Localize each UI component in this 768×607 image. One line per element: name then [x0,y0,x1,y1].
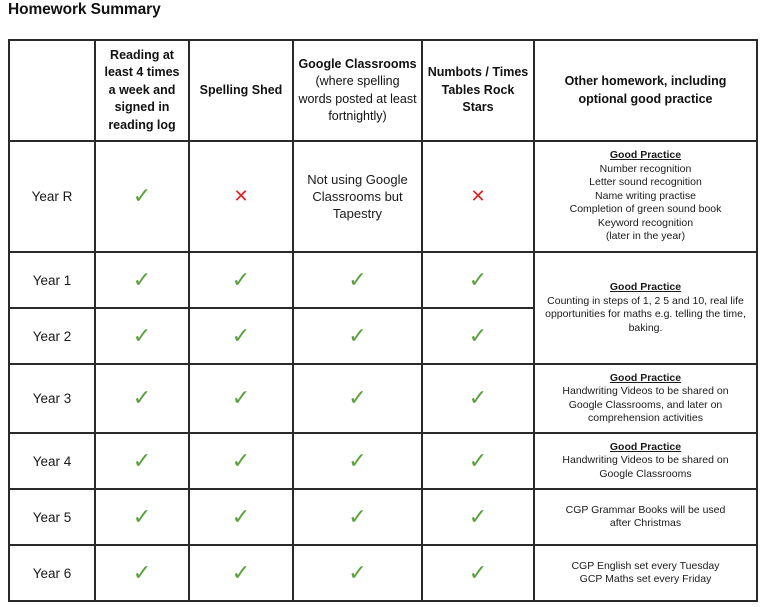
other-line: Keyword recognition [597,216,694,229]
numbots-cell [422,545,534,601]
other-line: Number recognition [599,162,692,175]
checkmark-icon: ✓ [231,322,251,348]
table-row-year-3 [9,364,757,433]
google-cell [293,545,422,601]
spelling-cell [189,545,293,601]
table-row-year-4 [9,433,757,489]
numbots-cell [422,308,534,364]
checkmark-icon: ✓ [132,183,152,208]
table-row-year-5 [9,489,757,545]
google-cell: Not using Google Classrooms but Tapestry [293,141,422,252]
reading-cell [95,364,189,433]
other-homework-cell [534,489,757,545]
checkmark-icon: ✓ [132,385,152,410]
good-practice-heading: Good Practice [609,371,682,384]
checkmark-icon: ✓ [468,385,488,410]
numbots-cell [422,433,534,489]
other-homework-cell-merged [534,252,757,364]
header-reading: Reading at least 4 times a week and signed in reading log [95,40,189,141]
header-numbots: Numbots / Times Tables Rock Stars [422,40,534,141]
checkmark-icon: ✓ [348,322,367,348]
year-label: Year 3 [9,364,95,433]
header-google-main: Google Classrooms [298,56,417,71]
spelling-cell [189,252,293,308]
checkmark-icon: ✓ [132,447,152,473]
checkmark-icon: ✓ [231,385,251,410]
google-cell [293,252,422,308]
table-row-year-6 [9,545,757,601]
homework-summary-table [8,39,758,602]
checkmark-icon: ✓ [468,322,488,348]
header-row [9,40,757,141]
other-line: Counting in steps of 1, 2 5 and 10, real life opportunities for maths e.g. telling the time, baking. [545,294,746,334]
good-practice-heading: Good Practice [609,149,682,162]
header-empty [9,40,95,141]
other-line: (later in the year) [605,230,686,243]
spelling-cell [189,433,293,489]
google-cell [293,308,422,364]
spelling-cell [189,364,293,433]
other-line: Handwriting Videos to be shared on Google Classrooms, and later on comprehension activities [562,385,729,424]
checkmark-icon: ✓ [348,503,367,529]
reading-cell [95,252,189,308]
reading-cell [95,308,189,364]
reading-cell [95,489,189,545]
year-label: Year 2 [9,308,95,364]
other-line: Completion of green sound book [569,203,722,216]
checkmark-icon: ✓ [231,503,251,529]
year-label: Year 5 [9,489,95,545]
other-line: CGP Grammar Books will be used after Christmas [565,503,726,529]
google-cell [293,364,422,433]
table-row-year-r [9,141,757,252]
checkmark-icon: ✓ [132,559,152,585]
year-label: Year 6 [9,545,95,601]
good-practice-heading: Good Practice [609,440,682,453]
checkmark-icon: ✓ [132,503,152,529]
checkmark-icon: ✓ [468,447,488,473]
reading-cell [95,141,189,252]
checkmark-icon: ✓ [468,503,488,529]
cross-icon: ✕ [233,185,249,206]
header-google-classrooms [293,40,422,141]
checkmark-icon: ✓ [132,322,152,348]
reading-cell [95,545,189,601]
checkmark-icon: ✓ [348,385,367,410]
checkmark-icon: ✓ [348,559,367,585]
other-homework-cell [534,545,757,601]
other-line: Name writing practise [595,189,696,202]
other-line: CGP English set every Tuesday [571,559,720,572]
header-spelling-shed: Spelling Shed [189,40,293,141]
cross-icon: ✕ [470,185,486,206]
other-line: GCP Maths set every Friday [579,573,712,585]
other-line: Handwriting Videos to be shared on Google Classrooms [562,454,729,480]
checkmark-icon: ✓ [468,266,488,292]
google-cell [293,433,422,489]
checkmark-icon: ✓ [468,559,488,585]
numbots-cell [422,141,534,252]
reading-cell [95,433,189,489]
google-cell [293,489,422,545]
checkmark-icon: ✓ [132,266,152,292]
checkmark-icon: ✓ [348,266,367,292]
good-practice-heading: Good Practice [609,281,682,293]
numbots-cell [422,364,534,433]
year-label: Year 1 [9,252,95,308]
page-title: Homework Summary [8,1,161,18]
other-homework-cell [534,141,757,252]
checkmark-icon: ✓ [231,266,251,292]
other-line: Letter sound recognition [589,176,702,189]
header-other-homework: Other homework, including optional good practice [534,40,757,141]
year-label: Year 4 [9,433,95,489]
numbots-cell [422,252,534,308]
numbots-cell [422,489,534,545]
header-google-sub: (where spelling words posted at least fortnightly) [298,74,417,123]
spelling-cell [189,308,293,364]
checkmark-icon: ✓ [348,447,367,473]
spelling-cell [189,141,293,252]
table-row-year-1 [9,252,757,308]
checkmark-icon: ✓ [231,559,251,585]
year-label: Year R [9,141,95,252]
spelling-cell [189,489,293,545]
checkmark-icon: ✓ [231,447,251,473]
other-homework-cell [534,364,757,433]
other-homework-cell [534,433,757,489]
